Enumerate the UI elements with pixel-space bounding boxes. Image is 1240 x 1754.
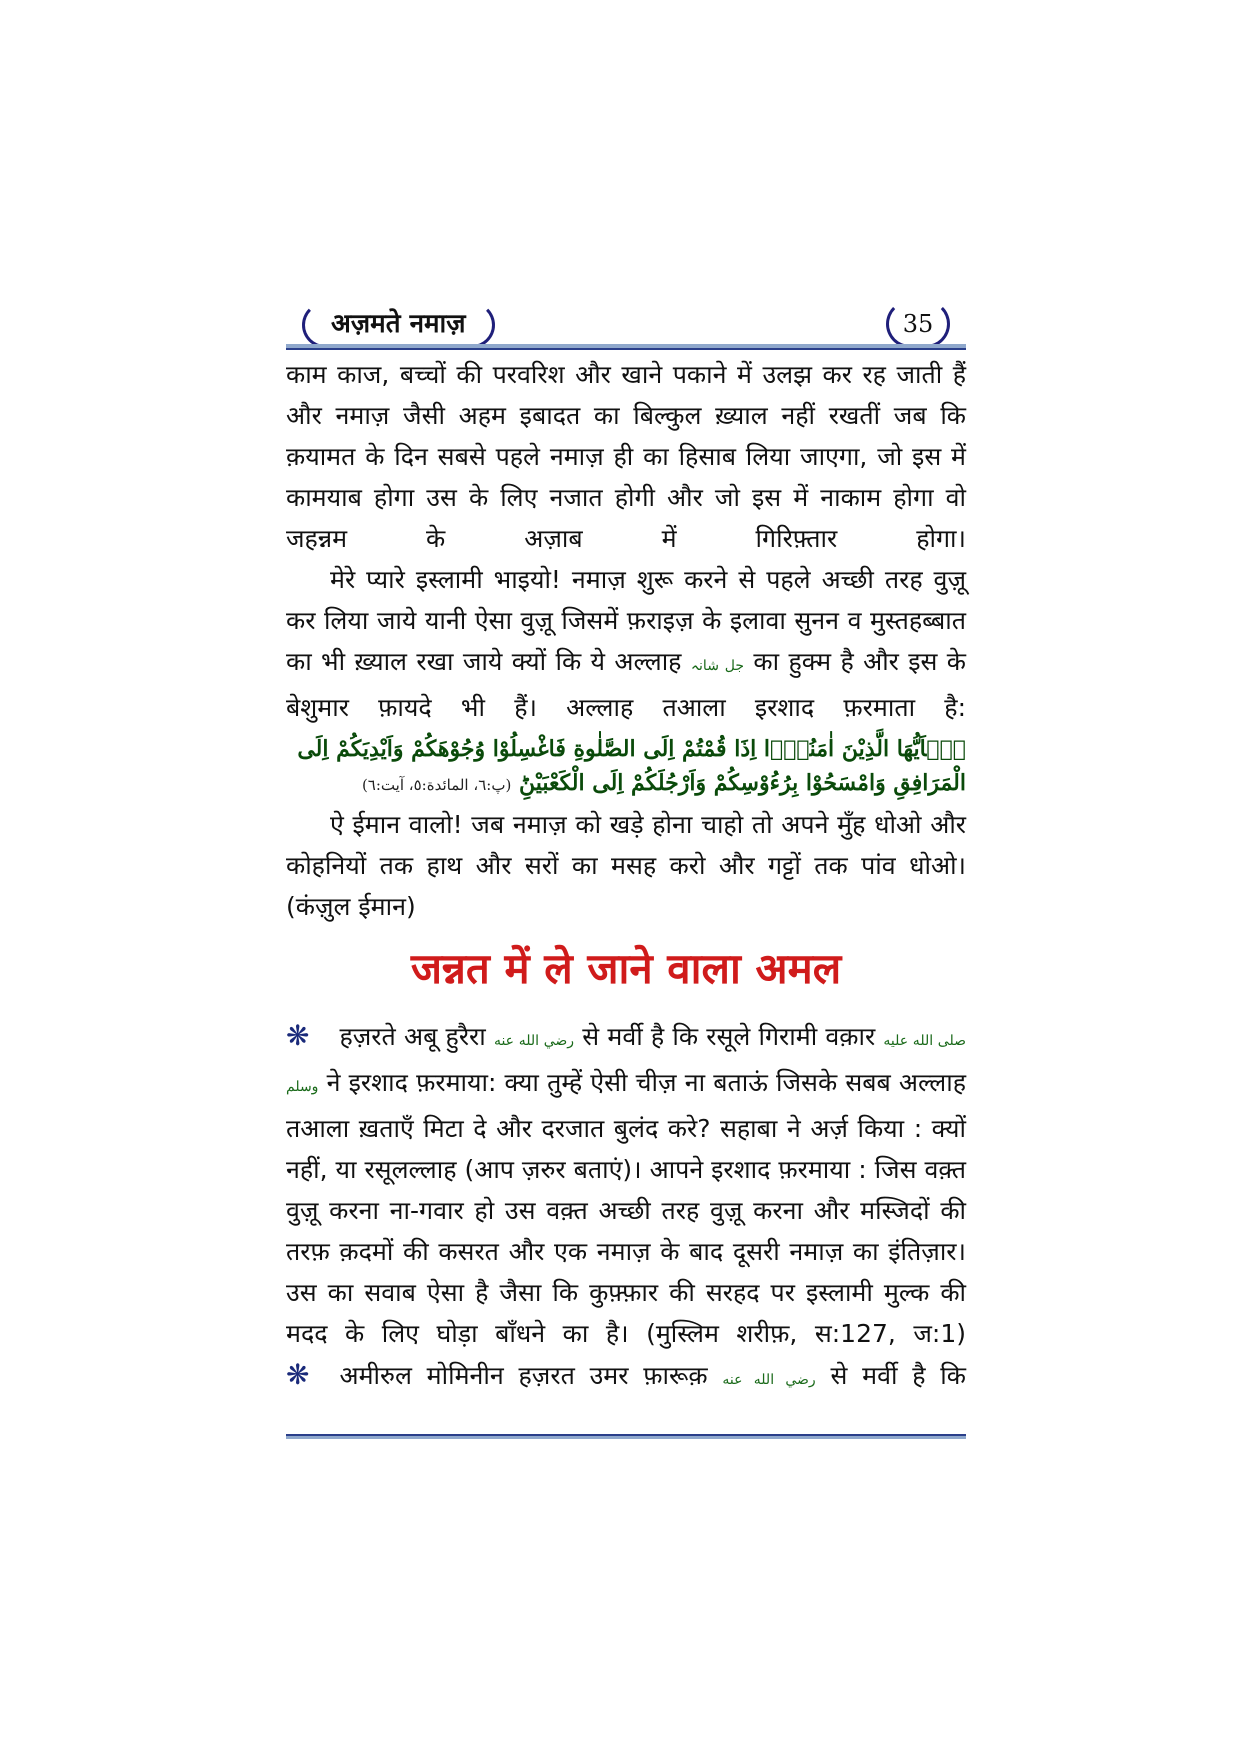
- bullet-item-2: [286, 1354, 966, 1401]
- bullet-2-text-1: अमीरुल मोमिनीन हज़रत उमर फ़ारूक़: [339, 1361, 708, 1390]
- quran-verse-text: يٰۤاَيُّهَا الَّذِيْنَ اٰمَنُوْۤا اِذَا قُمْتُمْ اِلَى الصَّلٰوةِ فَاغْسِلُوْا وُجُوْهَكُمْ وَاَيْدِيَكُمْ اِلَى الْمَرَافِقِ وَامْسَحُوْا بِرُءُوْسِكُمْ وَاَرْجُلَكُمْ اِلَى الْكَعْبَيْنِؕ: [297, 736, 966, 796]
- header-rule: [286, 344, 966, 350]
- page-body: [286, 354, 966, 1401]
- bullet-2-text-2: से मर्वी है कि: [830, 1361, 966, 1390]
- honorific-salallah: صلى الله عليه وسلم: [286, 1033, 966, 1095]
- bullet-1-text-2: से मर्वी है कि रसूले गिरामी वक़ार: [582, 1022, 876, 1051]
- bullet-icon: ❋: [286, 1019, 310, 1052]
- bullet-icon: ❋: [286, 1358, 310, 1391]
- section-title: जन्नत में ले जाने वाला अमल: [410, 944, 842, 993]
- bullet-1-text-1: हज़रते अबू हुरैरा: [339, 1022, 486, 1051]
- honorific-allah: جل شانہ: [690, 658, 745, 674]
- bullet-1-text-3: ने इरशाद फ़रमाया: क्या तुम्हें ऐसी चीज़ ना बताऊं जिसके सबब अल्लाह तआला ख़ताएँ मिटा दे और दरजात बुलंद करे? सहाबा ने अर्ज़ किया : क्यों नहीं, या रसूलल्लाह (आप ज़रुर बताएं)। आपने इरशाद फ़रमाया : जिस वक़्त वुज़ू करना ना-गवार हो उस वक़्त अच्छी तरह वुज़ू करना और मस्जिदों की तरफ़ क़दमों की कसरत और एक नमाज़ के बाद दूसरी नमाज़ का इंतिज़ार। उस का सवाब ऐसा है जैसा कि कुफ़्फ़ार की सरहद पर इस्लामी मुल्क की मदद के लिए घोड़ा बाँधने का है। (मुस्लिम शरीफ़, स:127, ज:1): [286, 1068, 967, 1348]
- quran-verse-reference: (پ:٦، المائدة:٥، آيت:٦): [361, 776, 512, 794]
- paragraph-wudu: [286, 559, 966, 728]
- honorific-radiallah: رضي الله عنه: [493, 1033, 575, 1049]
- paragraph-wudu-text-1: मेरे प्यारे इस्लामी भाइयो! नमाज़ शुरू करने से पहले अच्छी तरह वुज़ू कर लिया जाये यानी ऐसा वुज़ू जिसमें फ़राइज़ के इलावा सुनन व मुस्तहब्बात का भी ख़्याल रखा जाये क्यों कि ये अल्लाह: [286, 565, 966, 676]
- paragraph-wudu-text-2: का हुक्म है और इस के बेशुमार फ़ायदे भी हैं। अल्लाह तआला इरशाद फ़रमाता है:: [286, 647, 966, 722]
- book-title: अज़मते नमाज़: [302, 302, 495, 348]
- bullet-item-1: [286, 1015, 966, 1354]
- footer-rule: [286, 1434, 966, 1439]
- honorific-radiallah: رضي الله عنه: [722, 1372, 816, 1388]
- quran-verse: [286, 732, 966, 802]
- page-number: 35: [886, 300, 950, 348]
- verse-translation: ऐ ईमान वालो! जब नमाज़ को खड़े होना चाहो तो अपने मुँह धोओ और कोहनियों तक हाथ और सरों का मसह करो और गट्टों तक पांव धोओ। (कंज़ुल ईमान): [286, 810, 966, 921]
- paragraph-intro: काम काज, बच्चों की परवरिश और खाने पकाने में उलझ कर रह जाती हैं और नमाज़ जैसी अहम इबादत का बिल्कुल ख़्याल नहीं रखतीं जब कि क़यामत के दिन सबसे पहले नमाज़ ही का हिसाब लिया जाएगा, जो इस में कामयाब होगा उस के लिए नजात होगी और जो इस में नाकाम होगा वो जहन्नम के अज़ाब में गिरिफ़्तार होगा।: [286, 360, 966, 553]
- page-header: [286, 300, 966, 350]
